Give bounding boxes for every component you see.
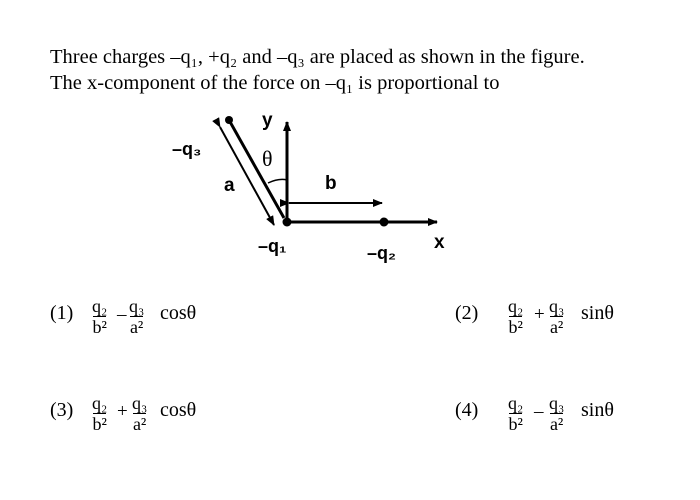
label-q3: –q₃ xyxy=(172,139,202,159)
fraction-q2-b2 xyxy=(92,296,107,337)
label-b: b xyxy=(325,173,337,194)
theta-arc xyxy=(268,179,287,183)
label-q1: –q₁ xyxy=(258,236,287,256)
label-x: x xyxy=(434,232,445,253)
option-number: (1) xyxy=(50,302,74,324)
question-line-2: The x-component of the force on –q₁ is proportional to xyxy=(50,72,500,94)
operator: + xyxy=(117,401,128,422)
option-number: (2) xyxy=(455,302,479,324)
numerator: q₂ xyxy=(92,393,108,413)
fraction-q3-a2 xyxy=(129,296,144,337)
charge-q1-dot xyxy=(283,218,292,227)
label-theta: θ xyxy=(262,146,273,171)
label-q2: –q₂ xyxy=(367,243,397,263)
operator: + xyxy=(534,304,545,325)
operator: – xyxy=(534,401,544,422)
denominator: a² xyxy=(549,414,564,434)
operator: – xyxy=(117,304,127,325)
numerator: q₂ xyxy=(508,296,524,316)
fraction-q2-b2 xyxy=(92,393,107,434)
label-y: y xyxy=(262,110,273,131)
denominator: b² xyxy=(508,414,523,434)
option-3 xyxy=(50,393,250,443)
numerator: q₂ xyxy=(92,296,108,316)
trig-term: cosθ xyxy=(160,302,197,324)
option-number: (3) xyxy=(50,399,74,421)
fraction-q2-b2 xyxy=(508,393,523,434)
trig-term: cosθ xyxy=(160,399,197,421)
option-number: (4) xyxy=(455,399,479,421)
numerator: q₂ xyxy=(508,393,524,413)
denominator: a² xyxy=(129,317,144,337)
question-line-1: Three charges –q₁, +q₂ and –q₃ are placed as shown in the figure. xyxy=(50,46,585,68)
rod-q3-q1 xyxy=(229,120,284,218)
trig-term: sinθ xyxy=(581,302,614,324)
denominator: b² xyxy=(92,414,107,434)
option-1 xyxy=(50,296,250,346)
charge-q3-dot xyxy=(225,116,233,124)
numerator: q₃ xyxy=(132,393,148,413)
trig-term: sinθ xyxy=(581,399,614,421)
numerator: q₃ xyxy=(129,296,145,316)
fraction-q3-a2 xyxy=(549,393,564,434)
label-a: a xyxy=(224,175,235,196)
denominator: a² xyxy=(132,414,147,434)
numerator: q₃ xyxy=(549,296,565,316)
denominator: b² xyxy=(508,317,523,337)
option-2 xyxy=(455,296,655,346)
charge-q2-dot xyxy=(380,218,389,227)
option-4 xyxy=(455,393,655,443)
denominator: b² xyxy=(92,317,107,337)
fraction-q2-b2 xyxy=(508,296,523,337)
denominator: a² xyxy=(549,317,564,337)
fraction-q3-a2 xyxy=(132,393,147,434)
numerator: q₃ xyxy=(549,393,565,413)
fraction-q3-a2 xyxy=(549,296,564,337)
